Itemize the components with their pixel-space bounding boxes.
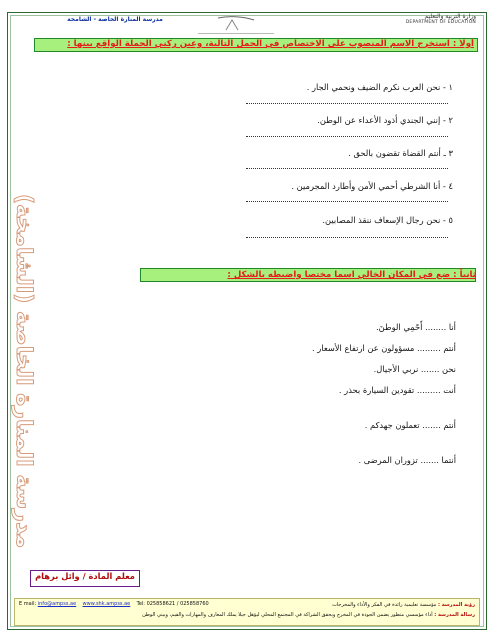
page-inner-border [10, 15, 484, 627]
fill-line-5: أنتم ....... تعملون جهدكم . [364, 420, 456, 430]
answer-line-4[interactable] [246, 200, 448, 202]
fill-line-1: أنا ........ أَحْمِي الوطنَ. [376, 322, 456, 332]
ministry-logo [386, 13, 476, 25]
sentence-1: ١ - نحن العرب نكرم الضيف ونحمي الجار . [306, 82, 453, 92]
sentence-3: ٣ ـ أنتم القضاة تقضون بالحق . [348, 148, 453, 158]
ministry-name-ar: وزارة التربية والتعليم [424, 13, 476, 20]
email-link[interactable]: info@ampss.ae [37, 601, 77, 607]
email-label: E mail: [19, 601, 37, 607]
mission-label: رسالة المدرسة : [434, 612, 475, 618]
sentence-5: ٥ - نحن رجال الإسعاف ننقذ المصابين. [322, 215, 453, 225]
answer-line-5[interactable] [246, 236, 448, 238]
ministry-name-en: DEPARTMENT OF EDUCATION [405, 20, 476, 25]
website-link[interactable]: www.shk.ampss.ae [82, 601, 131, 607]
answer-line-3[interactable] [246, 167, 448, 169]
school-name: مدرسة المنارة الخاصة - الشامخة [67, 16, 163, 23]
fill-line-6: أنتما ....... تزوران المرضى . [358, 455, 456, 465]
contact-row [19, 601, 209, 607]
fill-line-3: نحن ....... نربي الأجيال. [373, 364, 456, 374]
school-watermark: مدرسة المنارة الخاصة (الشامخة) [11, 193, 36, 548]
fill-line-4: أنت ......... تقودين السيارة بحذر . [338, 385, 456, 395]
vision-line [332, 602, 475, 608]
logo-icon [198, 14, 274, 34]
question1-title: أولاً : استخرج الاسم المنصوب على الاختصاص في الجمل التالية، وعين ركني الجملة الواقع بينها : [67, 39, 474, 49]
question2-title: ثانياً : ضع في المكان الخالي اسما مختصا واضبطه بالشكل : [227, 270, 476, 280]
mission-text: أداء مؤسسي متطور يضمن الجودة في المخرج ويحقق الشراكة في المجتمع المحلي ليؤهل جيلا يملك المعارف والمهارات والقيم، ويبني الوطن [142, 612, 433, 618]
footer [14, 598, 480, 626]
school-logo [198, 14, 274, 34]
sentence-2: ٢ - إنني الجندي أذود الأعداء عن الوطن. [317, 115, 453, 125]
fill-line-2: أنتم ......... مسؤولون عن ارتفاع الأسعار . [312, 343, 456, 353]
vision-label: رؤية المدرسة : [437, 602, 475, 608]
phone-numbers: Tel: 025858621 / 025858760 [136, 601, 209, 607]
answer-line-2[interactable] [246, 135, 448, 137]
mission-line [142, 612, 475, 618]
answer-line-1[interactable] [246, 102, 448, 104]
sentence-4: ٤ - أنا الشرطي أحمي الأمن وأطارد المجرمين . [291, 181, 453, 191]
vision-text: مؤسسة تعليمية رائدة في الفكر والأداء والمخرجات [332, 602, 437, 608]
teacher-name: معلم المادة / وائل برهام [35, 571, 135, 581]
